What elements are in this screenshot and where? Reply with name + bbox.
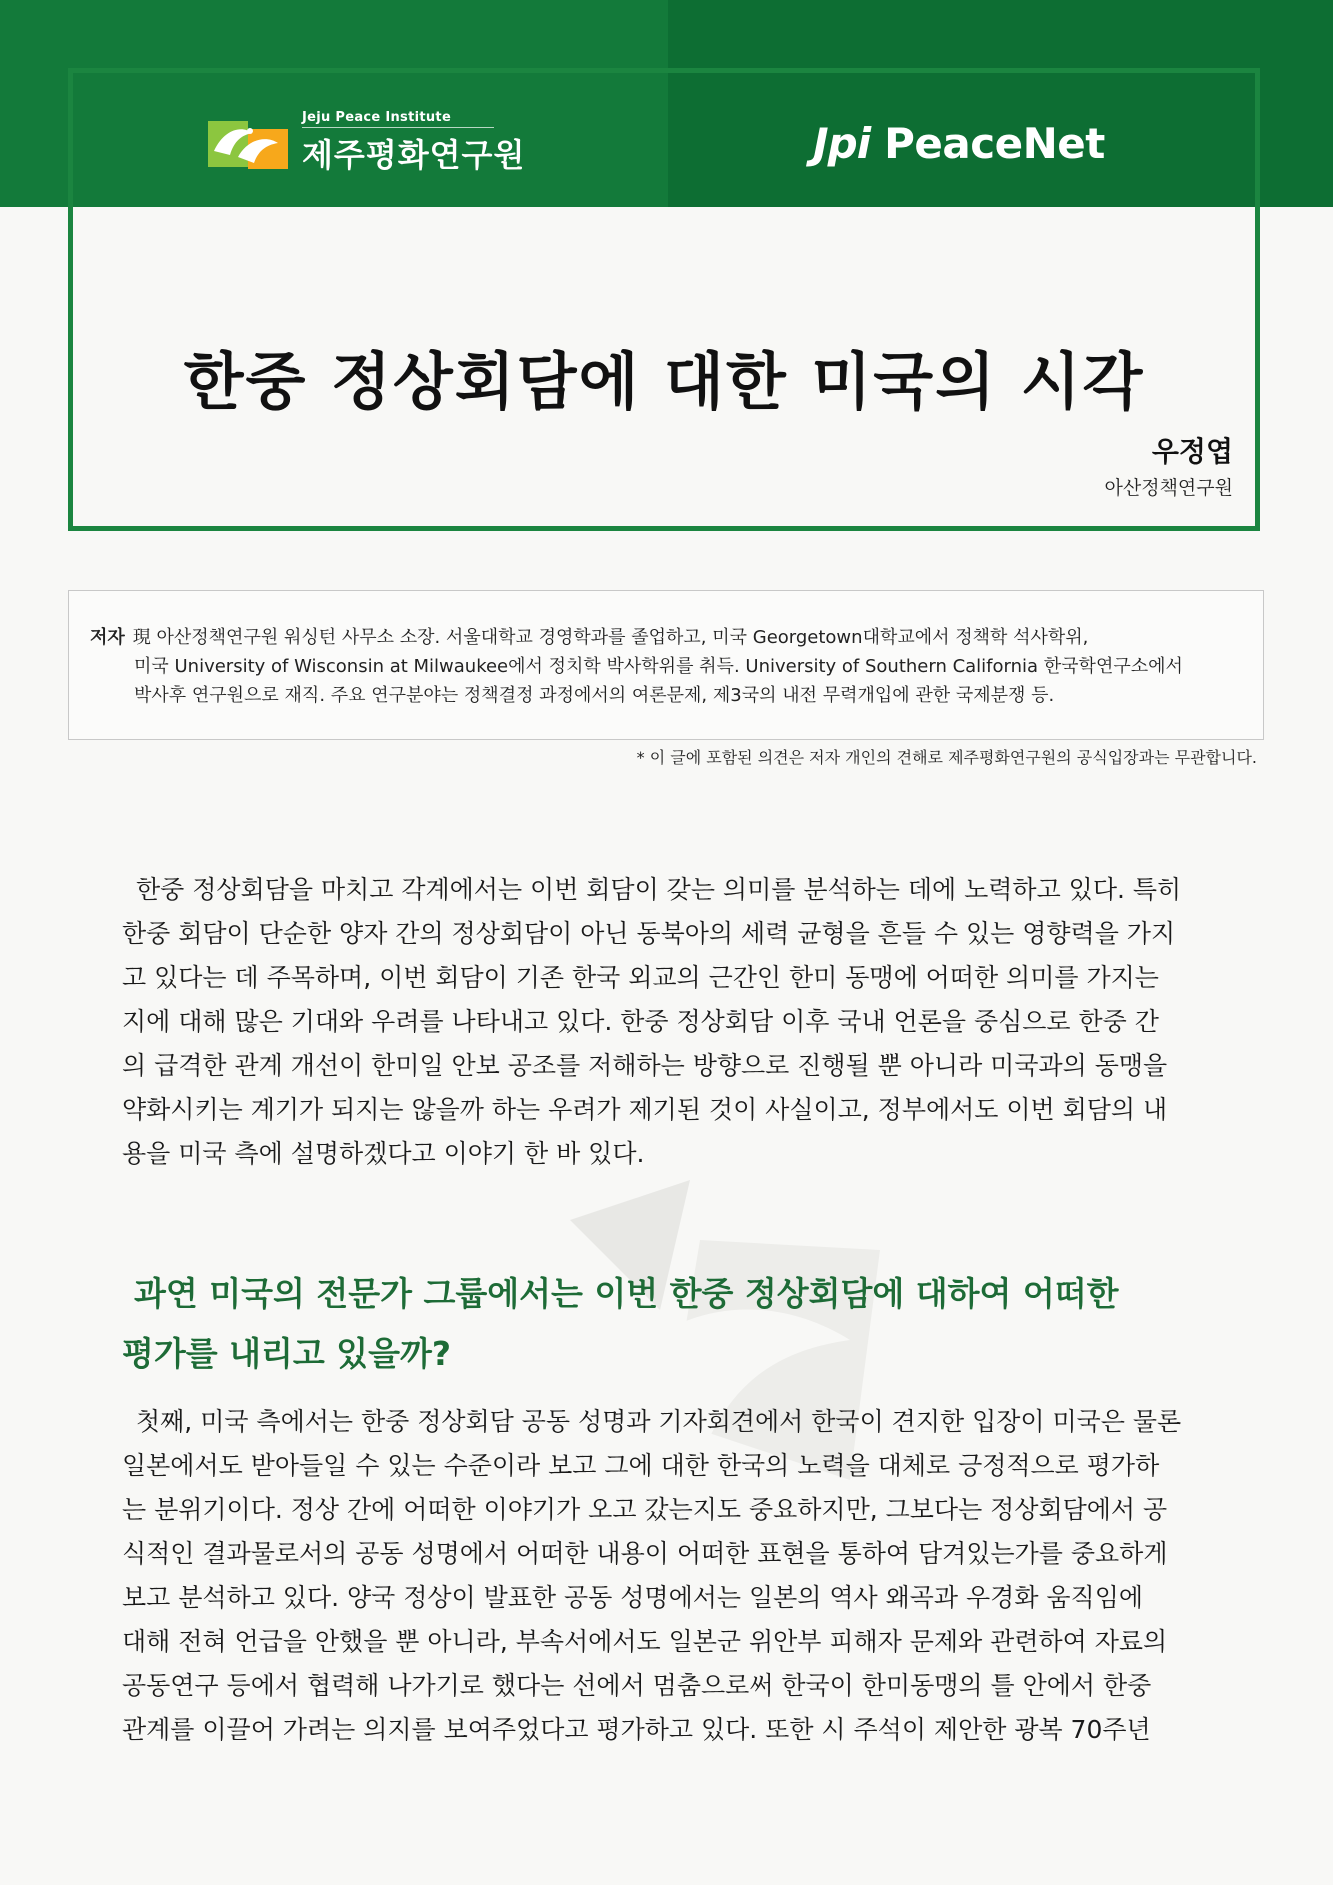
- jpi-brand-mark: Jpi: [813, 118, 871, 168]
- body-paragraph-2: [122, 1400, 1212, 1752]
- paragraph-line: 대해 전혀 언급을 안했을 뿐 아니라, 부속서에서도 일본군 위안부 피해자 문제와 관련하여 자료의: [122, 1627, 1168, 1656]
- paragraph-line: 약화시키는 계기가 되지는 않을까 하는 우려가 제기된 것이 사실이고, 정부에서도 이번 회담의 내: [122, 1095, 1168, 1124]
- paragraph-line: 는 분위기이다. 정상 간에 어떠한 이야기가 오고 갔는지도 중요하지만, 그보다는 정상회담에서 공: [122, 1495, 1168, 1524]
- bio-label: 저자: [90, 627, 125, 648]
- institute-name-ko: 제주평화연구원: [302, 136, 526, 174]
- paragraph-line: 한중 회담이 단순한 양자 간의 정상회담이 아닌 동북아의 세력 균형을 흔들 수 있는 영향력을 가지: [122, 919, 1176, 948]
- paragraph-line: 한중 정상회담을 마치고 각계에서는 이번 회담이 갖는 의미를 분석하는 데에 노력하고 있다. 특히: [136, 875, 1182, 904]
- paragraph-line: 용을 미국 측에 설명하겠다고 이야기 한 바 있다.: [122, 1139, 645, 1168]
- disclaimer-note: * 이 글에 포함된 의견은 저자 개인의 견해로 제주평화연구원의 공식입장과는 무관합니다.: [636, 748, 1257, 767]
- paragraph-line: 지에 대해 많은 기대와 우려를 나타내고 있다. 한중 정상회담 이후 국내 언론을 중심으로 한중 간: [122, 1007, 1159, 1036]
- author-organization: 아산정책연구원: [1104, 477, 1233, 499]
- logo-bar: [73, 73, 1255, 207]
- bio-line-text: 現 아산정책연구원 워싱턴 사무소 소장. 서울대학교 경영학과를 졸업하고, 미국 Georgetown대학교에서 정책학 석사학위,: [132, 627, 1089, 648]
- section-heading: [122, 1264, 1212, 1384]
- paragraph-line: 고 있다는 데 주목하며, 이번 회담이 기존 한국 외교의 근간인 한미 동맹에 어떠한 의미를 가지는: [122, 963, 1159, 992]
- peacenet-logo[interactable]: [813, 113, 1105, 173]
- paragraph-line: 관계를 이끌어 가려는 의지를 보여주었다고 평가하고 있다. 또한 시 주석이 제안한 광복 70주년: [122, 1715, 1151, 1744]
- dove-logo-icon: [208, 111, 292, 175]
- paragraph-line: 의 급격한 관계 개선이 한미일 안보 공조를 저해하는 방향으로 진행될 뿐 아니라 미국과의 동맹을: [122, 1051, 1168, 1080]
- paragraph-line: 공동연구 등에서 협력해 나가기로 했다는 선에서 멈춤으로써 한국이 한미동맹의 틀 안에서 한중: [122, 1671, 1152, 1700]
- bio-line: 박사후 연구원으로 재직. 주요 연구분야는 정책결정 과정에서의 여론문제, 제3국의 내전 무력개입에 관한 국제분쟁 등.: [134, 685, 1055, 706]
- institute-name-en: Jeju Peace Institute: [302, 110, 494, 128]
- peacenet-brand-name: PeaceNet: [884, 118, 1105, 168]
- bio-line: 미국 University of Wisconsin at Milwaukee에서 정치학 박사학위를 취득. University of Southern California 한국학연구소에서: [134, 656, 1183, 677]
- author-name: 우정엽: [1151, 435, 1233, 468]
- heading-line: 평가를 내리고 있을까?: [122, 1334, 452, 1373]
- body-paragraph-1: [122, 868, 1212, 1176]
- heading-line: 과연 미국의 전문가 그룹에서는 이번 한중 정상회담에 대하여 어떠한: [134, 1274, 1119, 1313]
- paragraph-line: 식적인 결과물로서의 공동 성명에서 어떠한 내용이 어떠한 표현을 통하여 담겨있는가를 중요하게: [122, 1539, 1168, 1568]
- paragraph-line: 첫째, 미국 측에서는 한중 정상회담 공동 성명과 기자회견에서 한국이 견지한 입장이 미국은 물론: [136, 1407, 1182, 1436]
- paragraph-line: 일본에서도 받아들일 수 있는 수준이라 보고 그에 대한 한국의 노력을 대체로 긍정적으로 평가하: [122, 1451, 1160, 1480]
- jeju-peace-institute-logo[interactable]: [208, 108, 525, 178]
- author-bio: [90, 623, 1240, 710]
- paragraph-line: 보고 분석하고 있다. 양국 정상이 발표한 공동 성명에서는 일본의 역사 왜곡과 우경화 움직임에: [122, 1583, 1144, 1612]
- bio-line: [90, 623, 1240, 652]
- logo-text: [302, 110, 525, 176]
- article-title: 한중 정상회담에 대한 미국의 시각: [183, 345, 1145, 418]
